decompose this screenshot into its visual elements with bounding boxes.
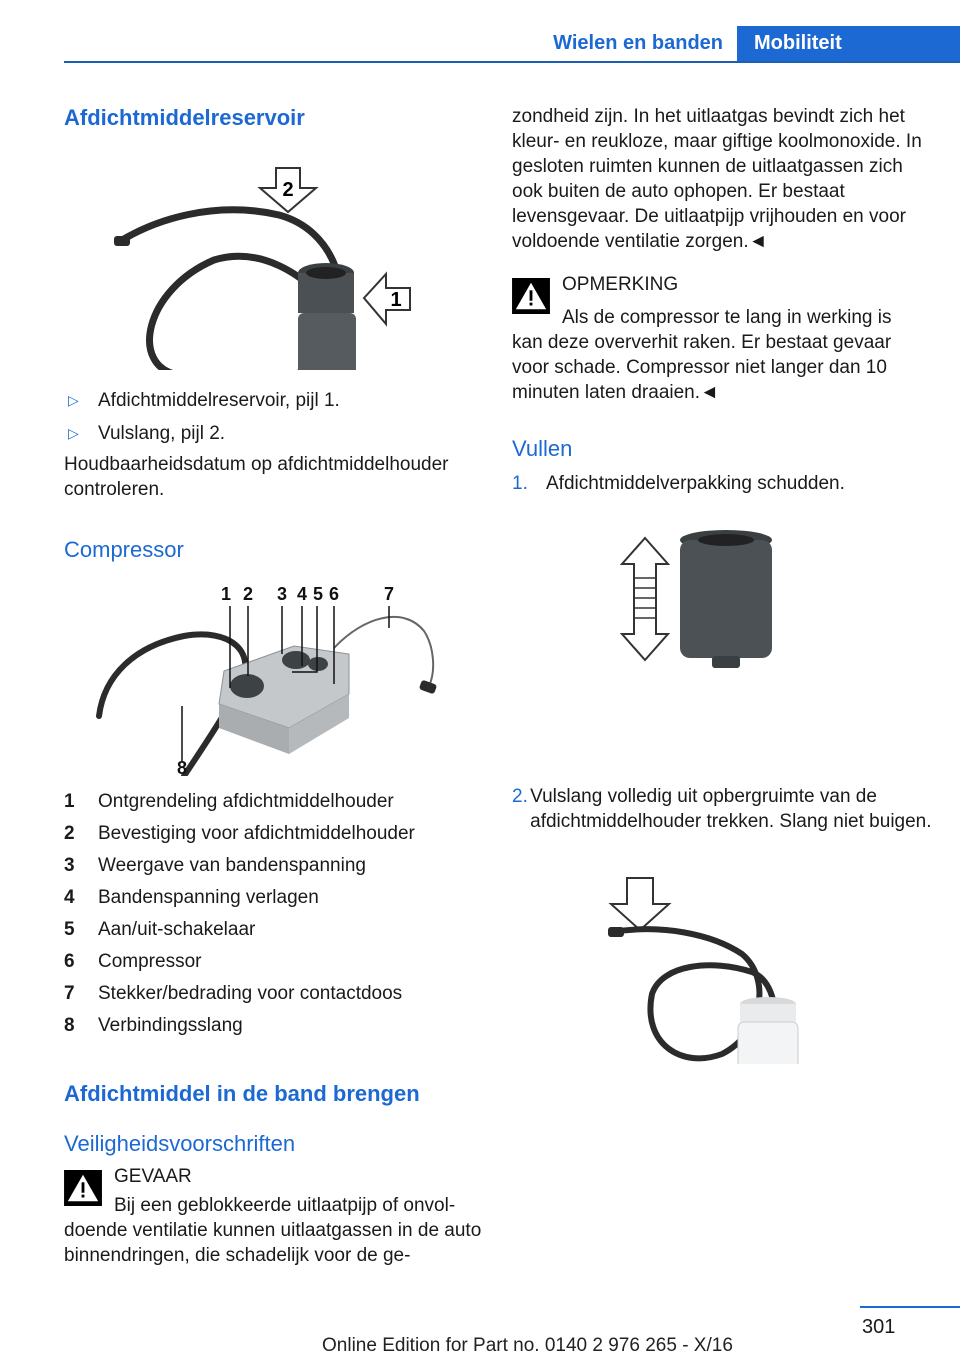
reservoir-illustration [64, 140, 484, 370]
arrow-label-2: 2 [282, 179, 294, 201]
callout-5: 5 [312, 584, 324, 604]
header-section-tab[interactable]: Wielen en banden [532, 26, 737, 61]
up-down-arrow-icon [622, 538, 668, 660]
note-warning [512, 272, 932, 330]
reservoir-note: Houdbaarheidsdatum op afdichtmiddelhouder controleren. [64, 454, 449, 500]
compressor-body [219, 646, 349, 754]
fill-heading: Vullen [512, 436, 573, 461]
reservoir-container [298, 263, 356, 370]
triangle-bullet-icon: ▷ [68, 425, 79, 441]
list-item: 4 Bandenspanning verlagen [64, 887, 319, 908]
sealant-container-white [738, 997, 798, 1064]
compressor-parts-list [64, 786, 484, 1042]
list-item: ▷ Afdichtmiddelreservoir, pijl 1. [64, 388, 484, 413]
callout-6: 6 [328, 584, 340, 604]
safety-heading: Veiligheidsvoorschriften [64, 1131, 296, 1156]
callout-7: 7 [383, 584, 395, 604]
danger-text-cont: doende ventilatie kunnen uitlaatgassen in de auto binnendringen, die schadelijk voor de ge- [64, 1220, 482, 1266]
danger-label: GEVAAR [114, 1166, 192, 1187]
list-item: 2 Bevestiging voor afdichtmiddelhouder [64, 823, 415, 844]
callout-1: 1 [220, 584, 232, 604]
compressor-heading: Compressor [64, 537, 184, 562]
right-column [512, 90, 932, 1064]
danger-warning [64, 1164, 484, 1218]
compressor-illustration [64, 576, 484, 776]
left-column [64, 90, 484, 1268]
list-item: 3 Weergave van bandenspanning [64, 855, 366, 876]
list-item: 7 Stekker/bedrading voor contactdoos [64, 983, 403, 1004]
pull-hose-illustration [512, 864, 932, 1064]
header-rule [64, 61, 960, 63]
list-item: ▷ Vulslang, pijl 2. [64, 421, 484, 446]
list-item: 8 Verbindingsslang [64, 1015, 243, 1036]
list-item: 1. Afdichtmiddelverpakking schudden. [512, 473, 845, 494]
reservoir-bullet-list [64, 388, 484, 446]
edition-footer: Online Edition for Part no. 0140 2 976 265 - X/16 [322, 1335, 733, 1356]
footer-rule [860, 1306, 960, 1308]
sealant-container [680, 530, 772, 668]
warning-triangle-icon [512, 278, 550, 314]
danger-text-continued: zondheid zijn. In het uitlaatgas bevindt zich het kleur- en reukloze, maar giftige koolmonoxide. In gesloten ruimten kunnen de uitlaatgassen zich ook buiten de auto ophopen. Er bestaat levensgevaar. De uitlaatpijp vrijhouden en voor voldoende ventilatie zorgen.◄ [512, 106, 922, 252]
triangle-bullet-icon: ▷ [68, 392, 79, 408]
callout-3: 3 [276, 584, 288, 604]
arrow-down-icon [611, 878, 669, 930]
callout-4: 4 [296, 584, 308, 604]
header-chapter-tab[interactable]: Mobiliteit [737, 26, 960, 63]
list-item: 6 Compressor [64, 951, 202, 972]
warning-triangle-icon [64, 1170, 102, 1206]
callout-8: 8 [176, 758, 188, 776]
note-text: Als de compressor te lang in werking is [562, 307, 892, 328]
arrow-label-1: 1 [390, 289, 402, 311]
note-label: OPMERKING [562, 274, 679, 295]
arrow-down-icon [260, 168, 316, 212]
danger-text: Bij een geblokkeerde uitlaatpijp of onvol- [114, 1195, 456, 1216]
list-item: 1 Ontgrendeling afdichtmiddelhouder [64, 791, 394, 812]
list-item: 5 Aan/uit-schakelaar [64, 919, 256, 940]
page-number: 301 [862, 1316, 896, 1338]
apply-heading: Afdichtmiddel in de band brengen [64, 1081, 420, 1106]
note-text-cont: kan deze oververhit raken. Er bestaat gevaar voor schade. Compressor niet langer dan 10 minuten laten draaien.◄ [512, 332, 892, 403]
list-item: 2. Vulslang volledig uit opbergruimte van de afdichtmiddelhouder trekken. Slang niet buigen. [512, 786, 932, 832]
shake-illustration [512, 526, 932, 726]
arrow-left-icon [364, 274, 410, 324]
reservoir-heading: Afdichtmiddelreservoir [64, 105, 305, 130]
callout-2: 2 [242, 584, 254, 604]
